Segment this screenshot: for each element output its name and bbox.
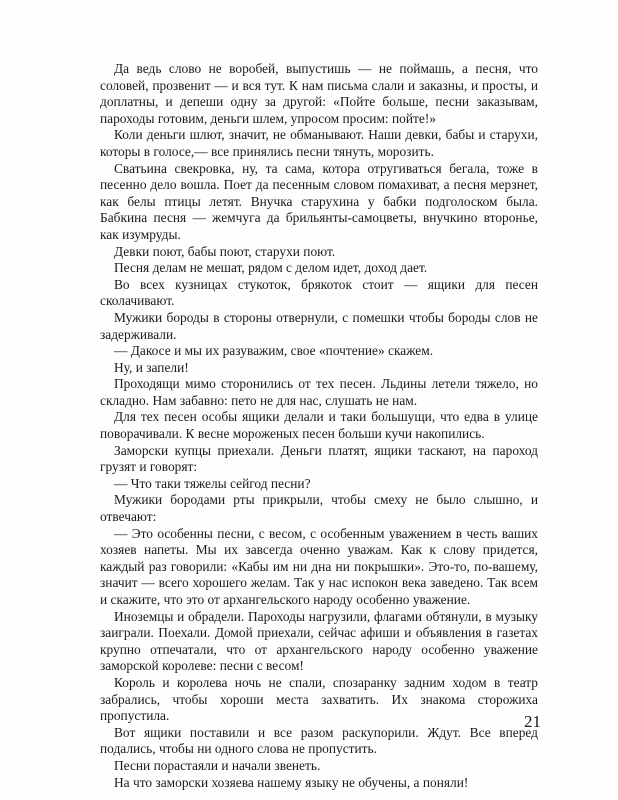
paragraph: Проходящи мимо сторонились от тех песен. Льдины летели тяжело, но складно. Нам забавно: пето не для нас, слушать не нам. <box>100 376 538 408</box>
dialogue-line: — Это особенны песни, с весом, с особенным уважением в честь ваших хозяев напеты. Мы их завсегда оченно уважам. Как к слову придется, каждый раз говорили: «Кабы им ни дна ни покрышки». Это-то, по-вашему, значит — всего хорошего желам. Так у нас испокон века заведено. Так всем и скажите, что это от архангельского народу особенно уважение. <box>100 525 538 607</box>
dialogue-line: — Дакосе и мы их разуважим, свое «почтение» скажем. <box>114 343 434 359</box>
paragraph: Сватьина свекровка, ну, та сама, котора отругиваться бегала, тоже в песенно дело вошла. Поет да песенным словом помахиват, а песня мерзнет, как белы птицы летят. Внучка старухина у бабки подголоском была. Бабкина песня — жемчуга да брильянты-самоцветы, внучкино второнье, как изумруды. <box>100 160 538 242</box>
paragraph: Для тех песен особы ящики делали и таки большущи, что едва в улице поворачивали. К весне мороженых песен больши кучи накопились. <box>100 409 538 442</box>
paragraph: Ну, и запели! <box>114 359 189 375</box>
paragraph: Мужики бороды в стороны отвернули, с помешки чтобы бороды слов не задерживали. <box>100 309 538 342</box>
paragraph: Заморски купцы приехали. Деньги платят, ящики таскают, на пароход грузят и говорят: <box>100 442 538 475</box>
paragraph: Вот ящики поставили и все разом раскупорили. Ждут. Все вперед подались, чтобы ни одного слова не пропустить. <box>100 724 538 757</box>
page-number: 21 <box>524 712 541 731</box>
paragraph: Песня делам не мешат, рядом с делом идет, доход дает. <box>114 260 428 276</box>
paragraph: Мужики бородами рты прикрыли, чтобы смеху не было слышно, и отвечают: <box>100 492 538 525</box>
paragraph: Король и королева ночь не спали, спозаранку задним ходом в театр забрались, чтобы хороши места захватить. Их знакома сторожиха пропустила. <box>100 674 538 724</box>
paragraph: Иноземцы и обрадели. Пароходы нагрузили, флагами обтянули, в музыку заиграли. Поехали. Домой приехали, сейчас афиши и объявления в газетах крупно отпечатали, что от архангельского народу особенно уважение заморской королеве: песни с весом! <box>100 608 538 674</box>
paragraph: Коли деньги шлют, значит, не обманывают. Наши девки, бабы и старухи, которы в голосе,— все принялись песни тянуть, морозить. <box>100 127 538 159</box>
paragraph: Девки поют, бабы поют, старухи поют. <box>114 243 336 259</box>
paragraph: Песни порастаяли и начали звенеть. <box>114 757 321 773</box>
paragraph: На что заморски хозяева нашему языку не обучены, а поняли! <box>114 774 469 790</box>
paragraph: Во всех кузницах стукоток, брякоток стоит — ящики для песен сколачивают. <box>100 276 538 309</box>
body-text <box>100 61 538 791</box>
dialogue-line: — Что таки тяжелы сейгод песни? <box>114 475 311 491</box>
paragraph: Да ведь слово не воробей, выпустишь — не поймашь, а песня, что соловей, прозвенит — и вся тут. К нам письма слали и заказны, и просты, и доплатны, и депеши одну за другой: «Пойте больше, песни заказывам, пароходы готовим, деньги шлем, упросом просим: пойте!» <box>100 61 538 126</box>
